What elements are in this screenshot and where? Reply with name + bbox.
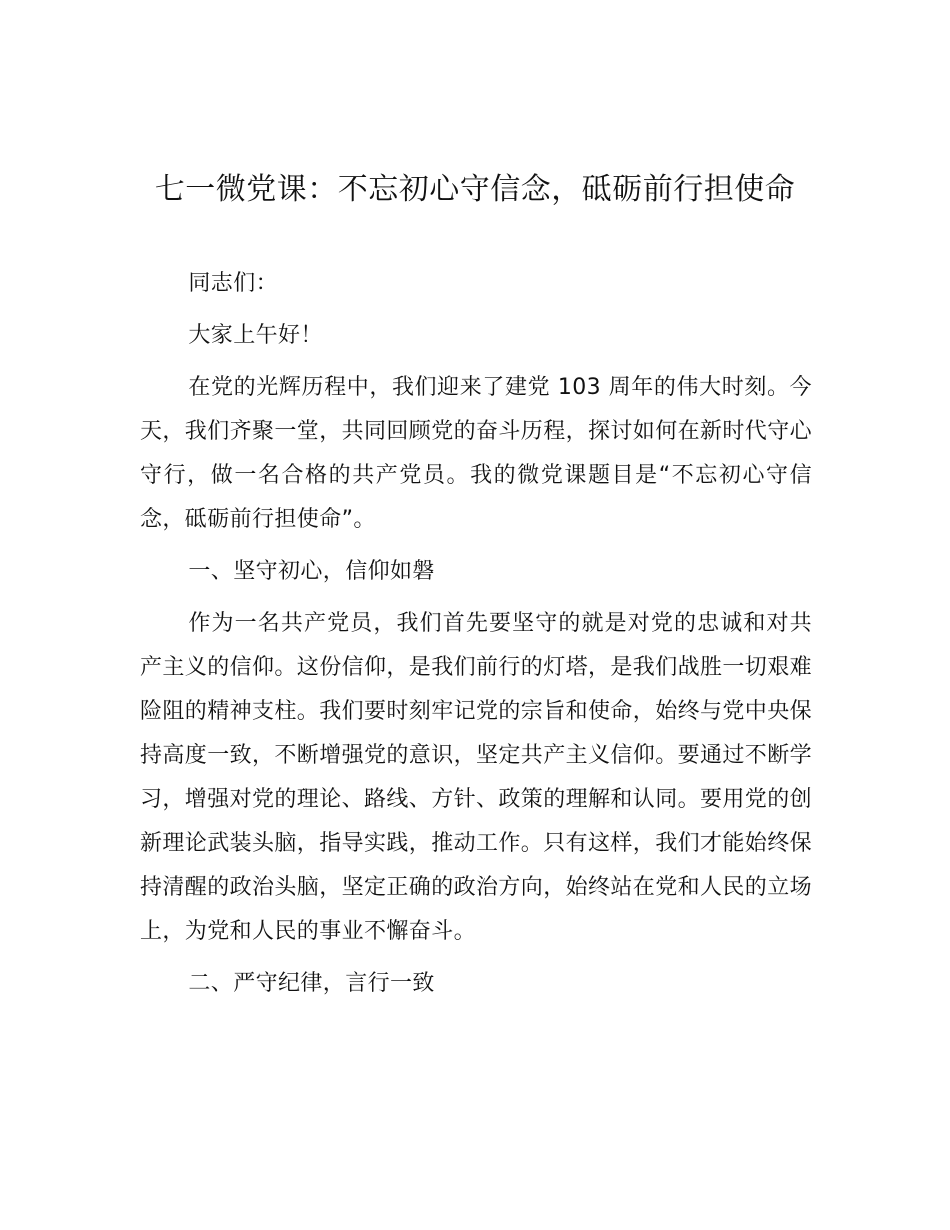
document-title: 七一微党课：不忘初心守信念，砥砺前行担使命 (154, 172, 796, 207)
greeting: 大家上午好！ (188, 323, 323, 348)
salutation: 同志们： (188, 271, 278, 296)
intro-paragraph: 在党的光辉历程中，我们迎来了建党 103 周年的伟大时刻。今天，我们齐聚一堂，共同回顾党的奋斗历程，探讨如何在新时代守心守行，做一名合格的共产党员。我的微党课题目是“不忘初心守信念，砥砺前行担使命”。 (140, 375, 813, 532)
section-1-paragraph: 作为一名共产党员，我们首先要坚守的就是对党的忠诚和对共产主义的信仰。这份信仰，是我们前行的灯塔，是我们战胜一切艰难险阻的精神支柱。我们要时刻牢记党的宗旨和使命，始终与党中央保持高度一致，不断增强党的意识，坚定共产主义信仰。要通过不断学习，增强对党的理论、路线、方针、政策的理解和认同。要用党的创新理论武装头脑，指导实践，推动工作。只有这样，我们才能始终保持清醒的政治头脑，坚定正确的政治方向，始终站在党和人民的立场上，为党和人民的事业不懈奋斗。 (140, 611, 813, 944)
section-2-heading: 二、严守纪律，言行一致 (188, 971, 435, 996)
document-body (140, 262, 812, 1014)
section-1-heading: 一、坚守初心，信仰如磐 (188, 559, 435, 584)
